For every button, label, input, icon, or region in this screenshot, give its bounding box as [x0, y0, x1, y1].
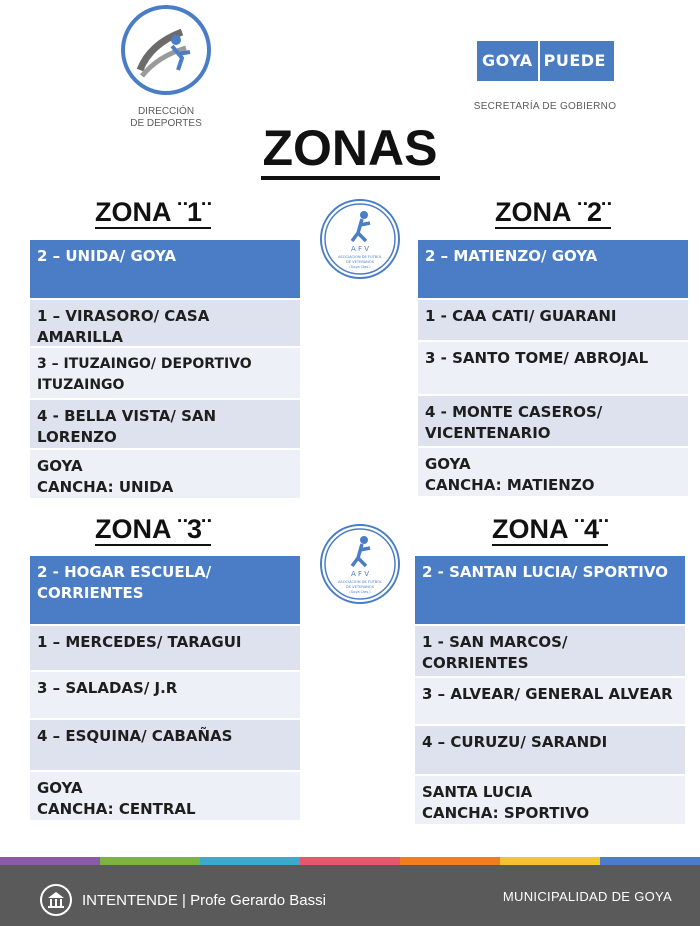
- footer-stripe: [400, 857, 500, 865]
- zone-2-title-text: ZONA ¨2¨: [495, 197, 611, 227]
- footer-stripe: [300, 857, 400, 865]
- zone-2-header: 2 – MATIENZO/ GOYA: [418, 240, 688, 298]
- zone-2-venue: [418, 448, 688, 496]
- zone-2-title: [418, 195, 688, 229]
- footer-stripe: [0, 857, 100, 865]
- footer-stripe: [100, 857, 200, 865]
- zone-1-venue: [30, 450, 300, 498]
- zone-3-venue: [30, 772, 300, 820]
- footer-color-stripes: [0, 857, 700, 865]
- zone-3-header: 2 - HOGAR ESCUELA/ CORRIENTES: [30, 556, 300, 624]
- footer-intendente-text: INTENTENDE | Profe Gerardo Bassi: [82, 891, 326, 909]
- badge-text-line3: (Goya Ctes.): [349, 590, 371, 594]
- zone-1-title-text: ZONA ¨1¨: [95, 197, 211, 227]
- badge-text-line2: DE VETERANOS: [346, 585, 374, 589]
- zone-4-row-3: 4 – CURUZU/ SARANDI: [415, 726, 685, 774]
- puede-logo-word: PUEDE: [538, 41, 614, 81]
- footer-stripe: [600, 857, 700, 865]
- deportes-caption-line2: DE DEPORTES: [130, 118, 202, 129]
- page-title-text: ZONAS: [261, 120, 440, 180]
- footer-municipalidad-text: MUNICIPALIDAD DE GOYA: [502, 889, 672, 904]
- zone-4-title-text: ZONA ¨4¨: [492, 514, 608, 544]
- badge-text-line1: ASOCIACION DE FUTBOL: [337, 580, 383, 584]
- zone-3-title: [18, 512, 288, 546]
- secretaria-caption: SECRETARÍA DE GOBIERNO: [473, 101, 617, 112]
- zone-3-venue-city: GOYA: [37, 779, 83, 797]
- zone-3-title-text: ZONA ¨3¨: [95, 514, 211, 544]
- badge-text-line3: (Goya Ctes.): [349, 265, 371, 269]
- badge-text-line2: DE VETERANOS: [346, 260, 374, 264]
- zone-4-row-2: 3 – ALVEAR/ GENERAL ALVEAR: [415, 678, 685, 724]
- zone-4-header: 2 - SANTAN LUCIA/ SPORTIVO: [415, 556, 685, 624]
- footer-stripe: [200, 857, 300, 865]
- deportes-caption-line1: DIRECCIÓN: [137, 106, 195, 117]
- zone-2-venue-city: GOYA: [425, 455, 471, 473]
- zone-3-venue-field: CANCHA: CENTRAL: [37, 800, 196, 818]
- zone-2-row-1: 1 - CAA CATI/ GUARANI: [418, 300, 688, 340]
- zone-4-title: [415, 512, 685, 546]
- zone-4-venue-city: SANTA LUCIA: [422, 783, 533, 801]
- afv-badge-top: [320, 199, 400, 279]
- zone-4-venue: [415, 776, 685, 824]
- afv-badge-bottom: [320, 524, 400, 604]
- zone-3-row-2: 3 – SALADAS/ J.R: [30, 672, 300, 718]
- zone-1-header: 2 – UNIDA/ GOYA: [30, 240, 300, 298]
- municipal-building-icon: [40, 884, 72, 916]
- zone-1-venue-city: GOYA: [37, 457, 83, 475]
- badge-letters: A F V: [350, 245, 370, 253]
- zone-4-row-1: 1 - SAN MARCOS/ CORRIENTES: [415, 626, 685, 676]
- badge-letters: A F V: [350, 570, 370, 578]
- zone-1-title: [18, 195, 288, 229]
- zone-2-row-3: 4 - MONTE CASEROS/ VICENTENARIO: [418, 396, 688, 446]
- zone-3-row-3: 4 – ESQUINA/ CABAÑAS: [30, 720, 300, 770]
- badge-text-line1: ASOCIACION DE FUTBOL: [337, 255, 383, 259]
- page-title: [0, 118, 700, 178]
- zone-3-row-1: 1 – MERCEDES/ TARAGUI: [30, 626, 300, 670]
- goya-logo-word: GOYA: [477, 41, 538, 81]
- direccion-deportes-logo: [120, 4, 212, 96]
- zone-2-row-2: 3 - SANTO TOME/ ABROJAL: [418, 342, 688, 394]
- zone-1-row-1: 1 – VIRASORO/ CASA AMARILLA: [30, 300, 300, 346]
- goya-puede-logo: [477, 41, 614, 81]
- zone-1-venue-field: CANCHA: UNIDA: [37, 478, 174, 496]
- zone-4-venue-field: CANCHA: SPORTIVO: [422, 804, 590, 822]
- zone-1-row-3: 4 - BELLA VISTA/ SAN LORENZO: [30, 400, 300, 448]
- footer-stripe: [500, 857, 600, 865]
- footer-left: [40, 884, 326, 916]
- zone-2-venue-field: CANCHA: MATIENZO: [425, 476, 595, 494]
- zone-1-row-2: 3 – ITUZAINGO/ DEPORTIVO ITUZAINGO: [30, 348, 300, 398]
